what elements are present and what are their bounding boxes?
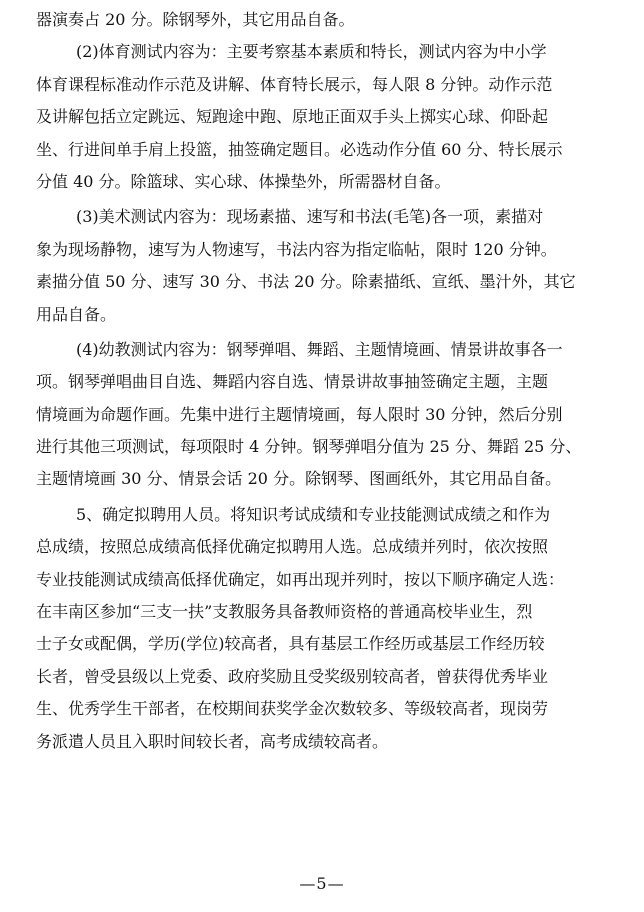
- body-text: [36, 4, 616, 758]
- text-line: 生、优秀学生干部者，在校期间获奖学金次数较多、等级较高者，现岗劳: [36, 699, 549, 719]
- paragraph-start-line: (4)幼教测试内容为：钢琴弹唱、舞蹈、主题情境画、情景讲故事各一: [76, 339, 563, 359]
- text-line: 用品自备。: [36, 304, 117, 324]
- text-line: 器演奏占 20 分。除钢琴外，其它用品自备。: [36, 10, 355, 29]
- paragraph-start-line: 5、确定拟聘用人员。将知识考试成绩和专业技能测试成绩之和作为: [76, 504, 551, 524]
- page-number: —5—: [299, 874, 345, 893]
- text-line: 专业技能测试成绩高低择优确定，如再出现并列时，按以下顺序确定人选：: [36, 569, 565, 589]
- text-line: 情境画为命题作画。先集中进行主题情境画，每人限时 30 分钟，然后分别: [36, 404, 563, 424]
- text-line: 在丰南区参加“三支一扶”支教服务具备教师资格的普通高校毕业生，烈: [36, 602, 533, 622]
- text-line: 及讲解包括立定跳远、短跑途中跑、原地正面双手头上掷实心球、仰卧起: [36, 107, 549, 127]
- text-line: 总成绩，按照总成绩高低择优确定拟聘用人选。总成绩并列时，依次按照: [36, 537, 549, 557]
- text-line: 务派遣人员且入职时间较长者，高考成绩较高者。: [36, 731, 389, 751]
- text-line: 进行其他三项测试，每项限时 4 分钟。钢琴弹唱分值为 25 分、舞蹈 25 分、: [36, 437, 582, 457]
- text-line: 士子女或配偶，学历(学位)较高者，具有基层工作经历或基层工作经历较: [36, 634, 545, 654]
- paragraph-start-line: (2)体育测试内容为：主要考察基本素质和特长，测试内容为中小学: [76, 42, 547, 62]
- paragraph-start-line: (3)美术测试内容为：现场素描、速写和书法(毛笔)各一项，素描对: [76, 207, 544, 227]
- text-line: 素描分值 50 分、速写 30 分、书法 20 分。除素描纸、宣纸、墨汁外，其它: [36, 272, 576, 292]
- text-line: 坐、行进间单手肩上投篮，抽签确定题目。必选动作分值 60 分、特长展示: [36, 139, 563, 159]
- text-line: 象为现场静物，速写为人物速写，书法内容为指定临帖，限时 120 分钟。: [36, 239, 557, 259]
- text-line: 主题情境画 30 分、情景会话 20 分。除钢琴、图画纸外，其它用品自备。: [36, 469, 562, 489]
- text-line: 体育课程标准动作示范及讲解、体育特长展示，每人限 8 分钟。动作示范: [36, 74, 553, 94]
- text-line: 分值 40 分。除篮球、实心球、体操垫外，所需器材自备。: [36, 171, 451, 191]
- text-line: 项。钢琴弹唱曲目自选、舞蹈内容自选、情景讲故事抽签确定主题，主题: [36, 372, 549, 392]
- text-line: 长者，曾受县级以上党委、政府奖励且受奖级别较高者，曾获得优秀毕业: [36, 666, 549, 686]
